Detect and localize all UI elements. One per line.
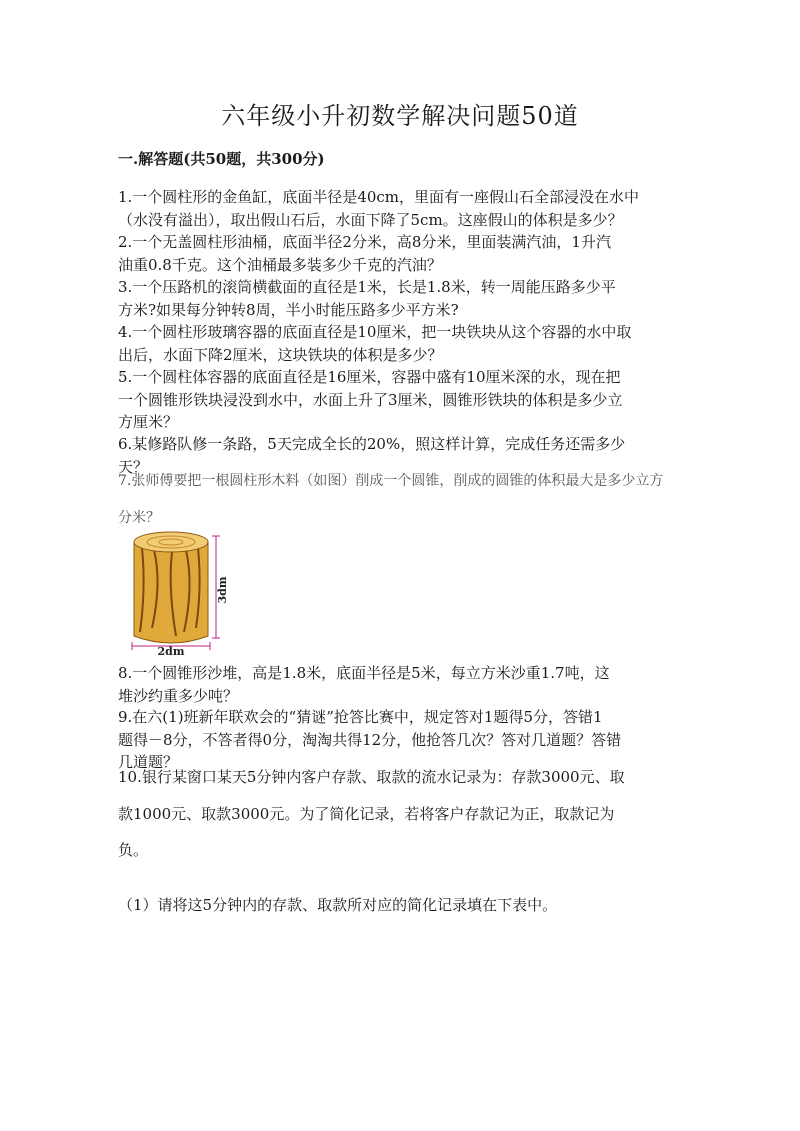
question-line: 堆沙约重多少吨？ [118, 686, 239, 705]
question-5 [118, 366, 688, 434]
question-line: 天？ [118, 457, 149, 476]
question-8 [118, 662, 688, 707]
question-line: 几道题？ [118, 753, 179, 771]
question-1 [118, 186, 688, 231]
question-2 [118, 231, 688, 276]
question-line: 3.一个压路机的滚筒横截面的直径是1米，长是1.8米，转一周能压路多少平 [118, 278, 616, 296]
height-label: 3dm [216, 576, 229, 604]
question-line: 款1000元、取款3000元。为了简化记录，若将客户存款记为正，取款记为 [118, 804, 615, 823]
question-line: 出后，水面下降2厘米，这块铁块的体积是多少？ [118, 345, 443, 364]
question-line: （水没有溢出），取出假山石后，水面下降了5cm。这座假山的体积是多少？ [118, 210, 623, 229]
question-line: 方厘米？ [118, 413, 179, 431]
question-line: 一个圆锥形铁块浸没到水中，水面上升了3厘米，圆锥形铁块的体积是多少立 [118, 390, 623, 409]
question-9 [118, 706, 688, 774]
question-line: 9.在六(1)班新年联欢会的“猜谜”抢答比赛中，规定答对1题得5分，答错1 [118, 708, 603, 726]
question-line: 2.一个无盖圆柱形油桶，底面半径2分米，高8分米，里面装满汽油，1升汽 [118, 233, 611, 251]
question-line: 分米？ [118, 509, 160, 526]
question-line: 5.一个圆柱体容器的底面直径是16厘米，容器中盛有10厘米深的水，现在把 [118, 368, 621, 386]
question-line: 7.张师傅要把一根圆柱形木料（如图）削成一个圆锥，削成的圆锥的体积最大是多少立方 [118, 473, 664, 489]
section-heading: 一.解答题(共50题，共300分) [118, 150, 325, 168]
cylinder-log-figure [124, 528, 234, 656]
question-line: 8.一个圆锥形沙堆，高是1.8米，底面半径是5米，每立方米沙重1.7吨，这 [118, 664, 610, 682]
question-3 [118, 276, 688, 321]
question-line: 负。 [118, 841, 149, 859]
question-4 [118, 321, 688, 366]
page-title: 六年级小升初数学解决问题50道 [221, 102, 579, 130]
question-line: 4.一个圆柱形玻璃容器的底面直径是10厘米，把一块铁块从这个容器的水中取 [118, 323, 632, 341]
question-line: 1.一个圆柱形的金鱼缸，底面半径是40cm，里面有一座假山石全部浸没在水中 [118, 188, 640, 206]
question-10 [118, 766, 688, 862]
question-line: （1）请将这5分钟内的存款、取款所对应的简化记录填在下表中。 [118, 896, 558, 914]
question-line: 方米?如果每分钟转8周，半小时能压路多少平方米? [118, 300, 459, 319]
question-line: 6.某修路队修一条路，5天完成全长的20%，照这样计算，完成任务还需多少 [118, 435, 626, 453]
question-line: 题得－8分，不答者得0分，淘淘共得12分，他抢答几次？答对几道题？答错 [118, 730, 622, 749]
question-10-part-1 [118, 894, 688, 917]
question-7 [118, 470, 688, 529]
question-line: 油重0.8千克。这个油桶最多装多少千克的汽油？ [118, 255, 442, 274]
question-line: 10.银行某窗口某天5分钟内客户存款、取款的流水记录为：存款3000元、取 [118, 768, 625, 786]
width-label: 2dm [157, 645, 185, 656]
